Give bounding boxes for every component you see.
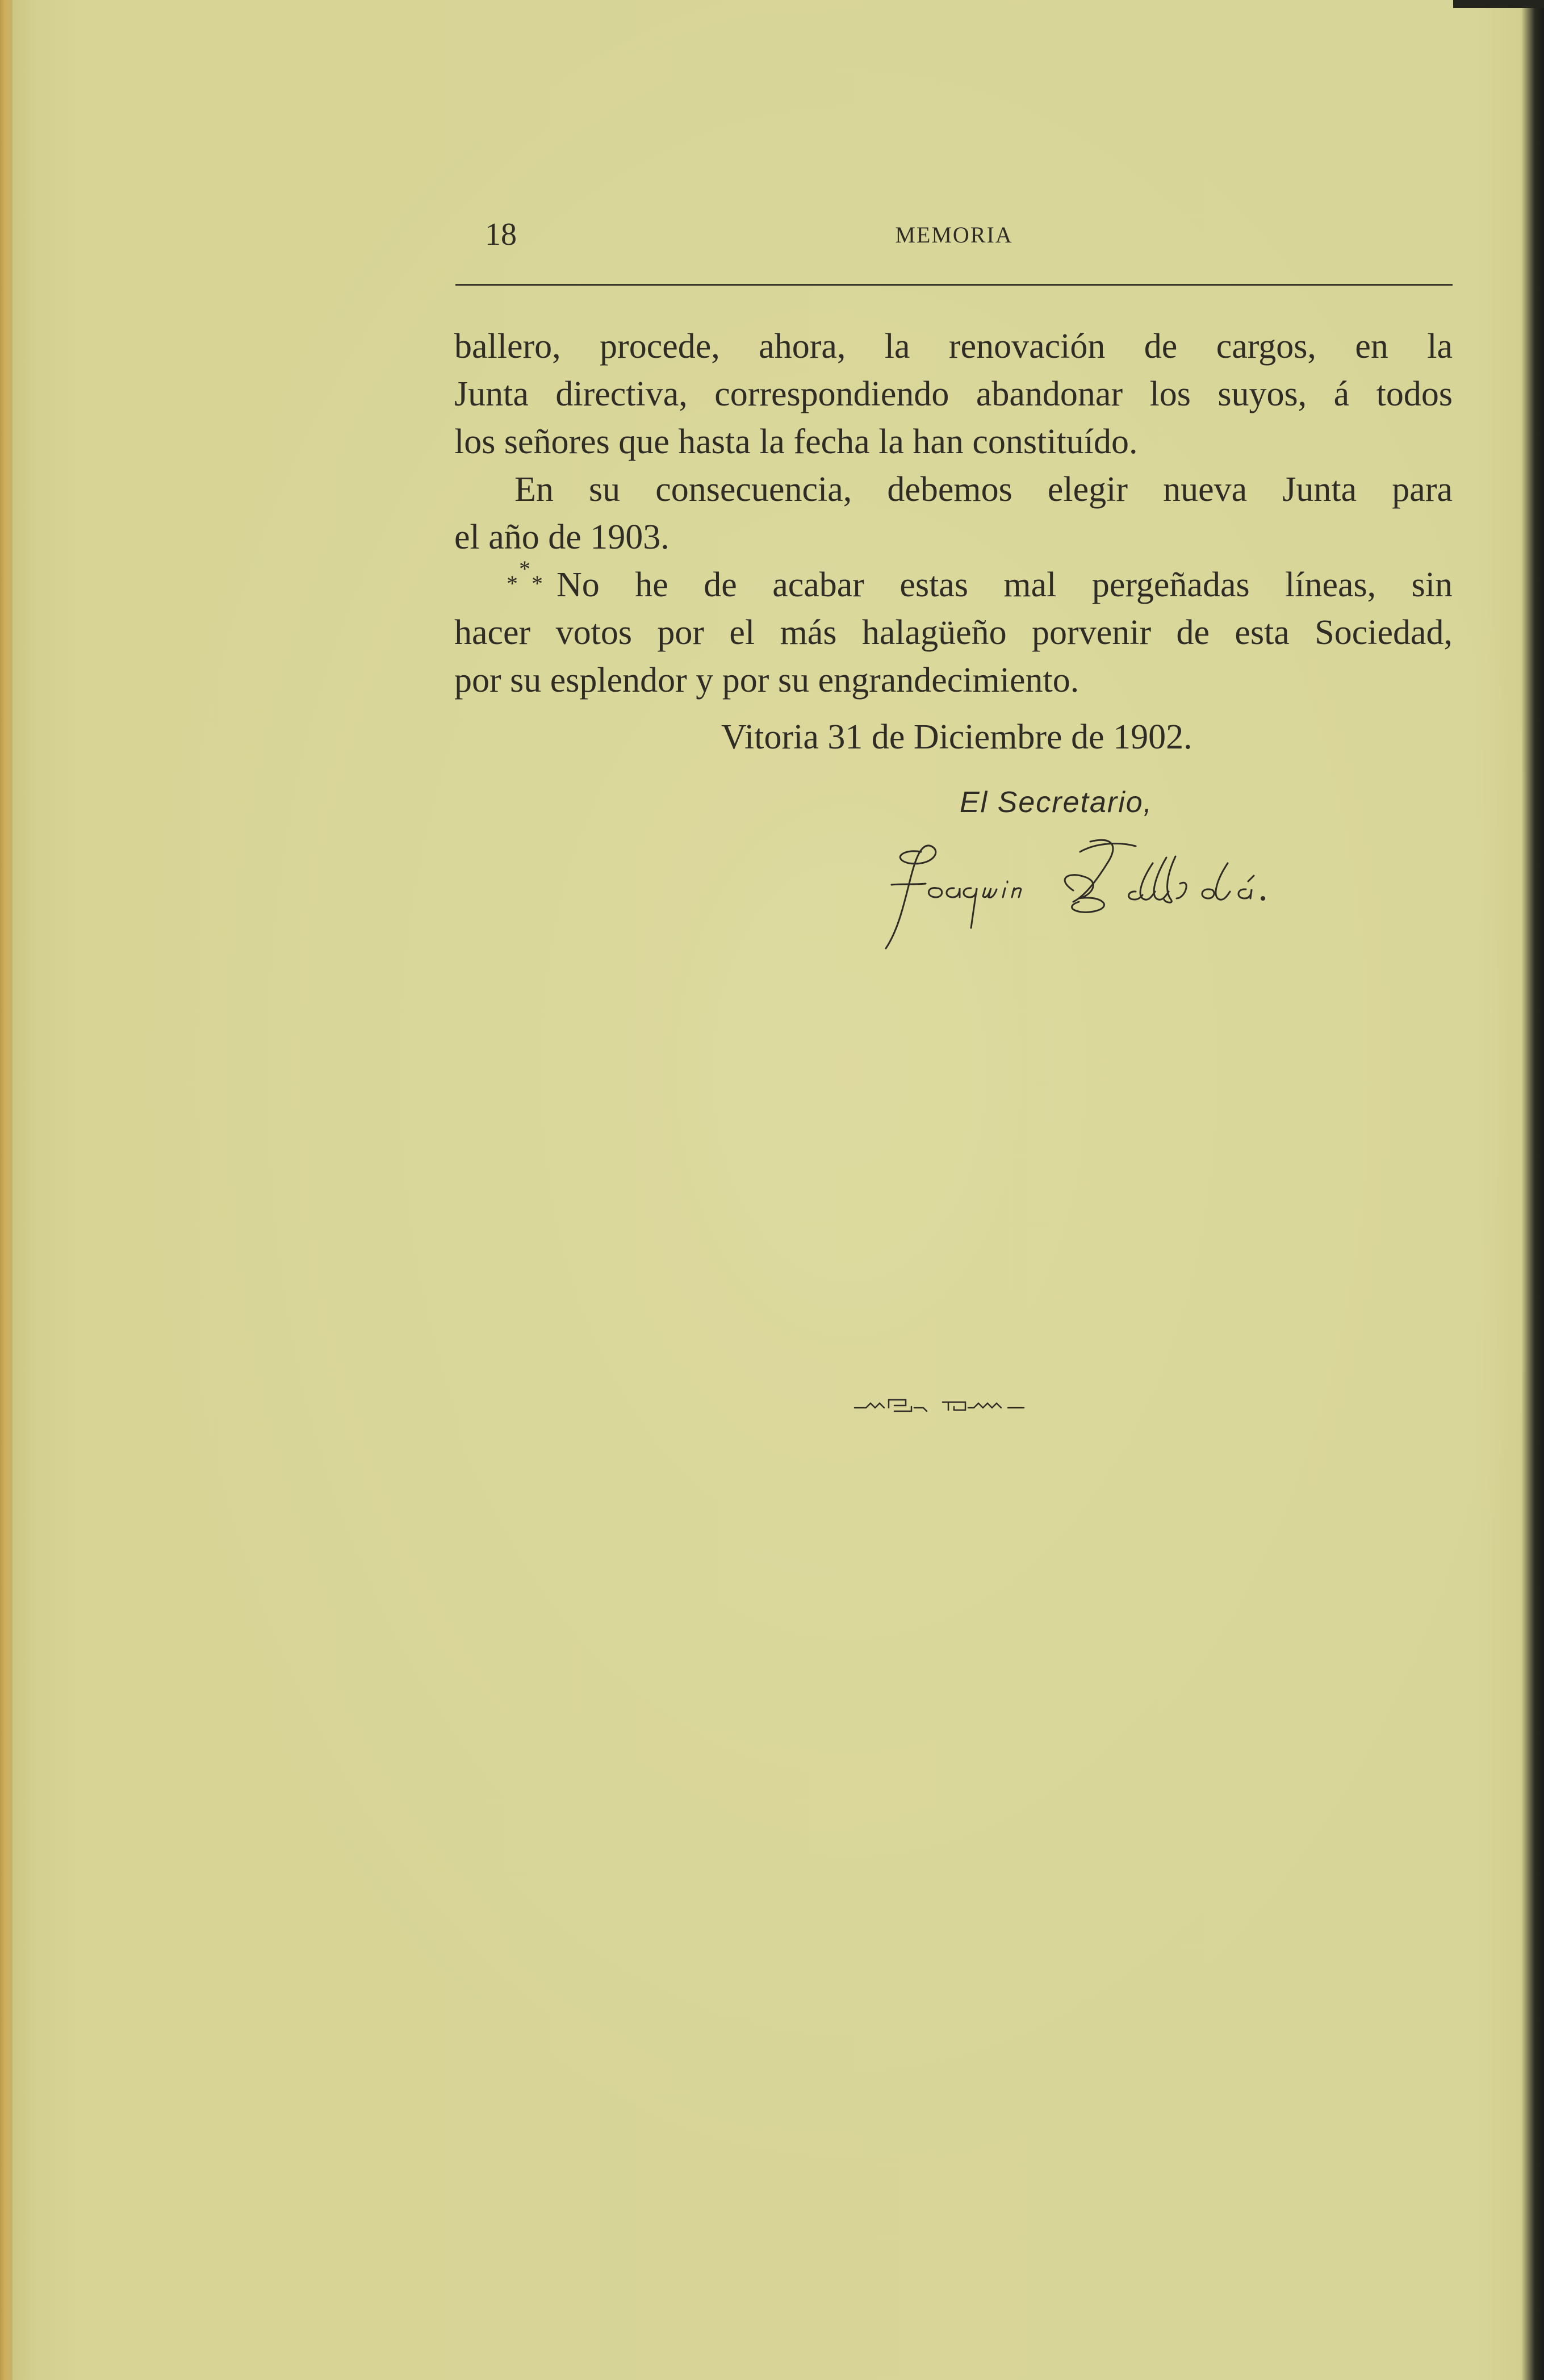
page-number: 18: [485, 217, 517, 252]
body-line: por su esplendor y por su engrandecimiento.: [454, 661, 1079, 700]
body-line: En su consecuencia, debemos elegir nueva Junta para: [514, 470, 1453, 509]
asterism-star: *: [519, 556, 530, 582]
signature-graphic: [869, 829, 1289, 954]
signatory-title: El Secretario,: [960, 786, 1153, 819]
body-line: Junta directiva, correspondiendo abandonar los suyos, á todos: [454, 375, 1453, 413]
header-rule: [455, 284, 1453, 286]
body-line: los señores que hasta la fecha la han constituído.: [454, 423, 1138, 461]
body-line: el año de 1903.: [454, 518, 670, 557]
body-line: hacer votos por el más halagüeño porvenir de esta Sociedad,: [454, 613, 1453, 652]
running-head: MEMORIA: [895, 222, 1013, 248]
body-text: [454, 323, 1453, 704]
decorative-ornament: [852, 1394, 1062, 1417]
asterism-star: *: [507, 571, 518, 596]
page-corner-shadow: [1453, 0, 1544, 8]
page-shadow-edge: [1521, 0, 1544, 2380]
body-line-text: No he de acabar estas mal pergeñadas líneas, sin: [556, 566, 1453, 604]
asterism-star: *: [532, 571, 543, 596]
body-line: ballero, procede, ahora, la renovación de cargos, en la: [454, 327, 1453, 366]
body-line-asterism: [454, 556, 1453, 609]
page-header: [455, 215, 1453, 254]
dateline: Vitoria 31 de Diciembre de 1902.: [721, 718, 1192, 756]
ornament-graphic: [852, 1394, 1062, 1417]
asterism-mark: [500, 556, 556, 600]
handwritten-signature: [869, 829, 1289, 954]
binding-edge: [0, 0, 12, 2380]
